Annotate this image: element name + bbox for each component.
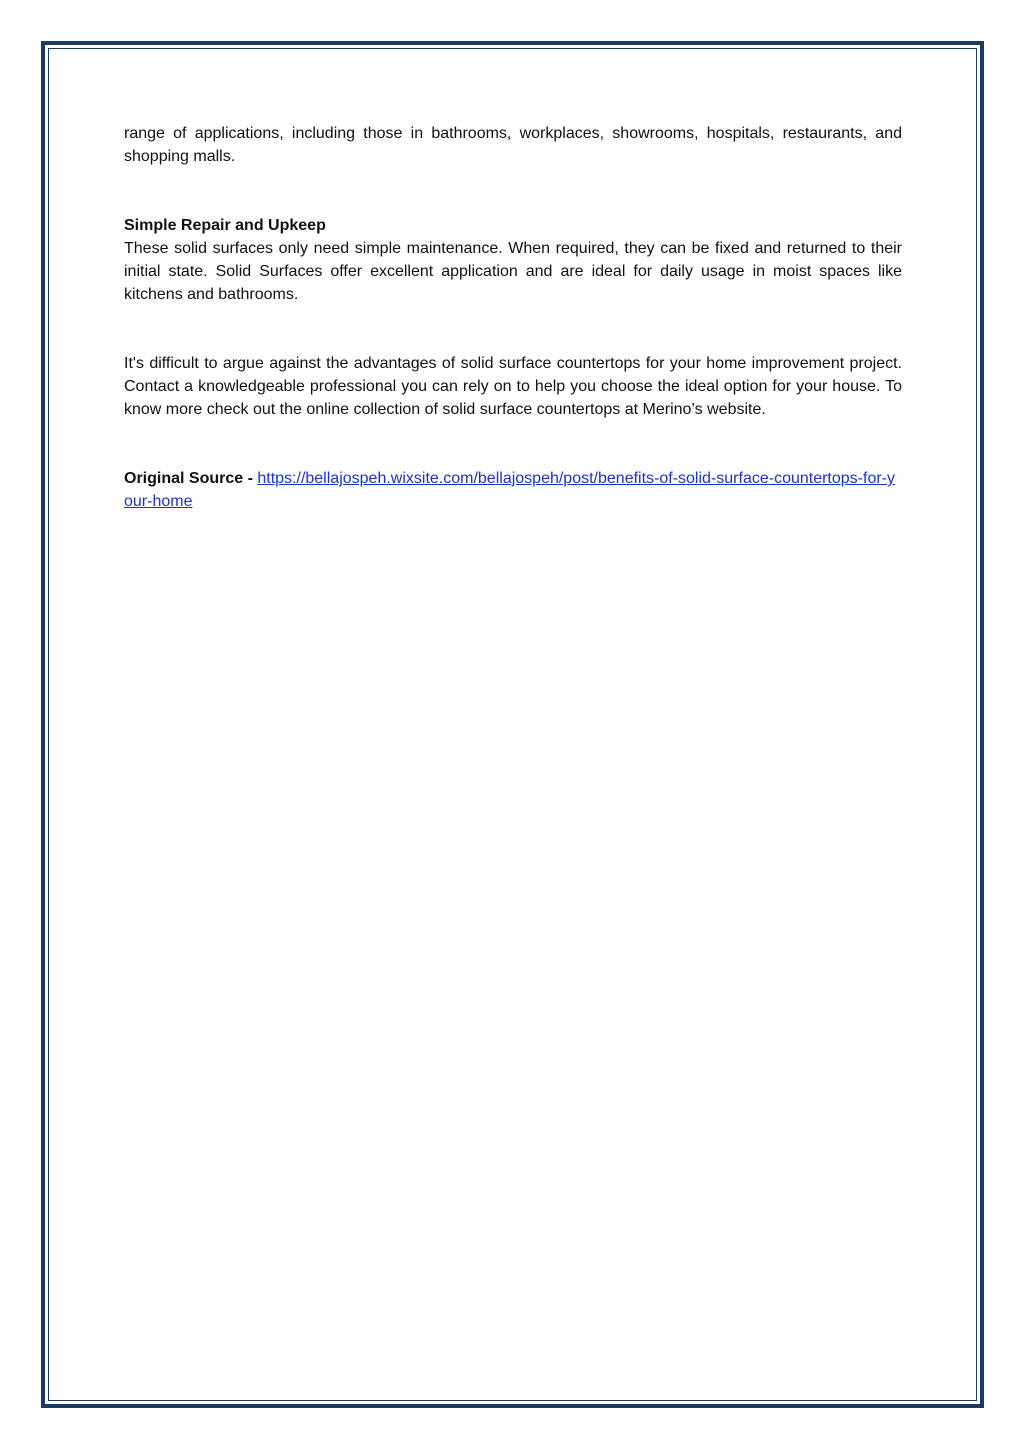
section-heading: Simple Repair and Upkeep — [124, 217, 326, 234]
intro-paragraph: range of applications, including those in bathrooms, workplaces, showrooms, hospitals, restaurants, and shopping malls. — [124, 125, 902, 165]
spacer — [124, 421, 902, 467]
original-source — [124, 467, 902, 513]
closing-paragraph: It's difficult to argue against the advantages of solid surface countertops for your home improvement project. Contact a knowledgeable professional you can rely on to help you choose the ideal option for your house. To know more check out the online collection of solid surface countertops at Merino’s website. — [124, 355, 902, 418]
source-link[interactable]: https://bellajospeh.wixsite.com/bellajospeh/post/benefits-of-solid-surface-countertops-for-your-home — [124, 470, 895, 510]
document-body — [124, 122, 902, 513]
section-paragraph: These solid surfaces only need simple maintenance. When required, they can be fixed and returned to their initial state. Solid Surfaces offer excellent application and are ideal for daily usage in moist spaces like kitchens and bathrooms. — [124, 240, 902, 303]
source-label: Original Source - — [124, 470, 258, 487]
spacer — [124, 306, 902, 352]
spacer — [124, 168, 902, 214]
